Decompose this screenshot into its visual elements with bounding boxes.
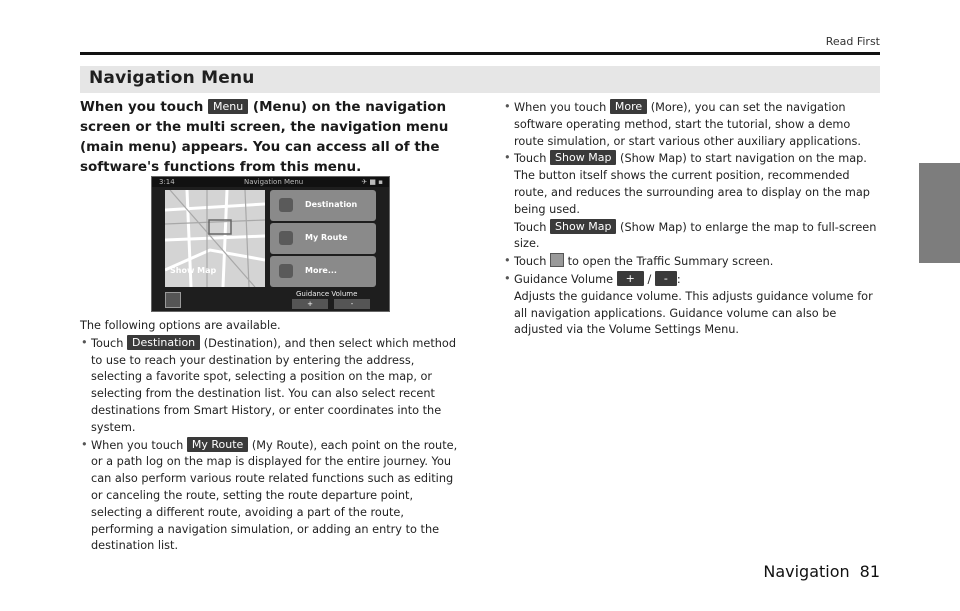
status-icons: ✈ ■ ▪ [361, 178, 383, 186]
screen-status-bar [152, 177, 389, 187]
tools-icon [279, 264, 293, 278]
bullet: • [81, 437, 88, 451]
list-item-show-map [503, 150, 880, 253]
list-item-destination [80, 335, 465, 437]
list-item-guidance-volume [503, 271, 880, 339]
more-button-label: More... [305, 266, 337, 275]
route-text-a: When you touch [91, 438, 184, 452]
volume-plus-chip: + [617, 271, 644, 286]
showmap-text-d: (Show Map) to enlarge the map to full-screen size. [514, 220, 877, 251]
volume-plus-key: + [292, 299, 328, 309]
traffic-text-a: Touch [514, 255, 547, 269]
right-column [503, 99, 880, 339]
section-heading-bar [80, 66, 880, 93]
intro-text-1: When you touch [80, 99, 204, 115]
page-footer [763, 562, 880, 581]
show-map-chip-2: Show Map [550, 219, 616, 234]
volume-minus-key: - [334, 299, 370, 309]
bullet: • [504, 100, 511, 113]
list-item-more [503, 99, 880, 150]
my-route-button-label: My Route [305, 233, 348, 242]
running-header: Read First [825, 35, 880, 48]
volume-colon: : [676, 272, 681, 286]
bullet: • [504, 271, 511, 285]
more-text-a: When you touch [514, 101, 607, 114]
destination-button [270, 190, 376, 221]
screen-title: Navigation Menu [244, 178, 304, 186]
destination-chip: Destination [127, 335, 200, 350]
traffic-icon [165, 292, 181, 308]
intro-paragraph [80, 97, 480, 177]
intro-text-2: (Menu) on the navigation screen or the multi screen, the navigation menu (main menu) appears. You can access all of the software's functions from this menu. [80, 99, 449, 175]
show-map-chip: Show Map [550, 150, 616, 165]
showmap-text-b: (Show Map) to start navigation on the map. The button itself shows the current position, recommended route, and reduces the surrounding area to display on the map being used. [514, 152, 870, 216]
destination-text-b: (Destination), and then select which method to use to reach your destination by entering the address, selecting a favorite spot, selecting a position on the map, or selecting from the destination list. You can also select recent destinations from Smart History, or enter coordinates into the system. [91, 336, 456, 434]
showmap-text-c: Touch [514, 220, 547, 234]
left-column [80, 318, 465, 555]
traffic-text-b: to open the Traffic Summary screen. [567, 255, 774, 269]
section-title: Navigation Menu [89, 68, 255, 88]
chapter-tab [919, 163, 960, 263]
menu-chip: Menu [208, 99, 248, 114]
volume-sep: / [647, 272, 652, 286]
more-button [270, 256, 376, 287]
route-icon [279, 231, 293, 245]
list-item-my-route [80, 437, 465, 556]
my-route-button [270, 223, 376, 254]
destination-button-label: Destination [305, 200, 358, 209]
volume-text-a: Guidance Volume [514, 272, 614, 286]
volume-minus-chip: - [655, 271, 677, 286]
show-map-label: Show Map [170, 266, 217, 275]
bullet: • [81, 335, 88, 349]
options-lead: The following options are available. [80, 319, 281, 332]
page-number: 81 [859, 562, 880, 581]
route-text-b: (My Route), each point on the route, or a path log on the map is displayed for the entire journey. You can also perform various route related functions such as editing or canceling the route, setting the route departure point, selecting a different route, avoiding a part of the route, performing a navigation simulation, or adding an entry to the destination list. [91, 438, 458, 553]
screen-time: 3:14 [159, 178, 175, 186]
bullet: • [504, 151, 511, 165]
showmap-text-a: Touch [514, 152, 547, 166]
more-chip: More [610, 99, 647, 114]
my-route-chip: My Route [187, 437, 248, 452]
bullet: • [504, 254, 511, 268]
footer-chapter: Navigation [763, 562, 850, 581]
volume-desc: Adjusts the guidance volume. This adjusts guidance volume for all navigation applications. Guidance volume can also be adjusted via the Volume Settings Menu. [514, 289, 873, 337]
guidance-volume-label: Guidance Volume [296, 290, 358, 298]
destination-text-a: Touch [91, 336, 124, 350]
header-rule [80, 52, 880, 55]
navigation-menu-screenshot [151, 176, 390, 312]
traffic-summary-icon [550, 253, 564, 267]
list-item-traffic [503, 253, 880, 271]
search-icon [279, 198, 293, 212]
more-text-b: (More), you can set the navigation software operating method, start the tutorial, show a demo route simulation, or start various other auxiliary applications. [514, 101, 862, 148]
